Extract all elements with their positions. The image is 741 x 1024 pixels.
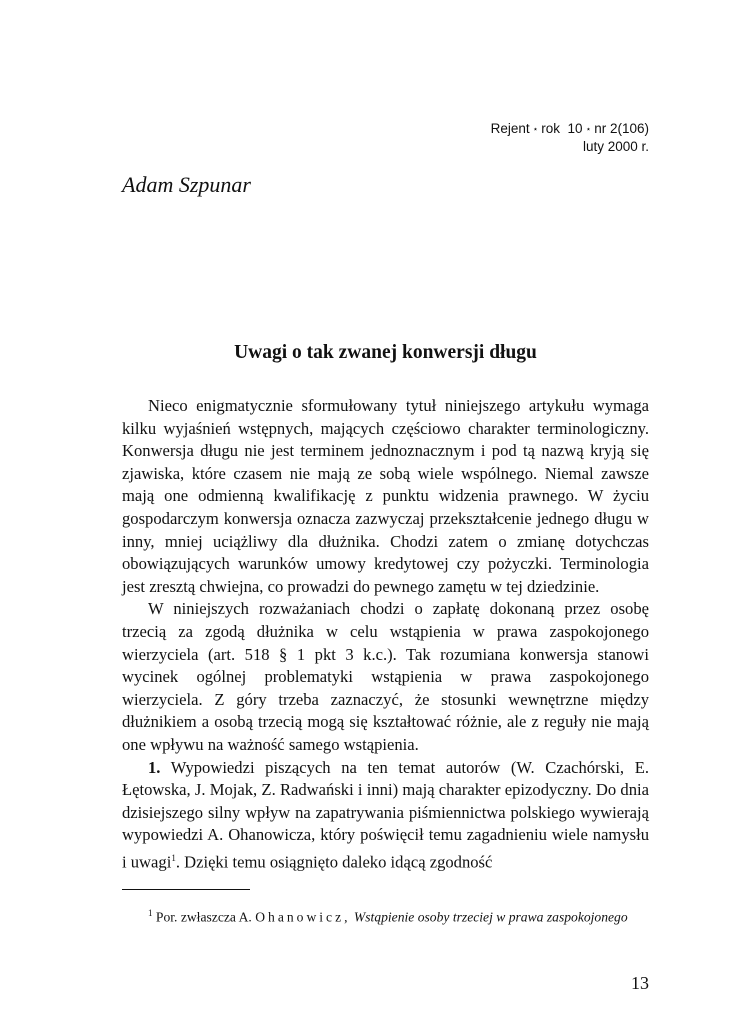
journal-name: Rejent xyxy=(490,121,530,136)
paragraph: Nieco enigmatycznie sformułowany tytuł niniejszego artykułu wymaga kilku wyjaśnień wstępnych, mających częściowo charakter terminologiczny. Konwersja długu nie jest terminem jednoznacznym i pod tą nazwą kryją się zjawiska, które czasem nie mają ze sobą wiele wspólnego. Niemal zawsze mają one odmienną kwalifikację z punktu widzenia prawnego. W życiu gospodarczym konwersja oznacza zazwyczaj przekształcenie jednego długu w inny, mniej uciążliwy dla dłużnika. Chodzi zatem o zmianę dotychczas obowiązujących warunków umowy kredytowej czy pożyczki. Terminologia jest zresztą chwiejna, co prowadzi do pewnego zamętu w tej dziedzinie. xyxy=(122,396,649,596)
section-number: 1. xyxy=(148,757,161,777)
rok-number: 10 xyxy=(567,121,583,136)
page-number: 13 xyxy=(631,973,649,993)
rok-label: rok xyxy=(541,121,561,136)
footnote-reference[interactable]: 1 xyxy=(171,852,176,863)
article-body xyxy=(122,395,649,874)
paragraph xyxy=(122,757,649,875)
issue-number: nr 2(106) xyxy=(594,121,649,136)
footnote-work-title: Wstąpienie osoby trzeciej w prawa zaspokojonego xyxy=(353,909,628,925)
separator-star: ⋆ xyxy=(585,124,592,134)
footnote-prefix: Por. zwłaszcza A. xyxy=(155,909,252,925)
footnote xyxy=(122,904,649,927)
paragraph-text-continued: . Dzięki temu osiągnięto daleko idącą zgodność xyxy=(175,852,493,872)
separator-star: ⋆ xyxy=(532,124,539,134)
paragraph-text: Wypowiedzi piszących na ten temat autorów (W. Czachórski, E. Łętowska, J. Mojak, Z. Radwański i inni) mają charakter epizodyczny. Do dnia dzisiejszego silny wpływ na zapatrywania piśmiennictwa polskiego wywierają wypowiedzi A. Ohanowicza, który poświęcił temu zagadnieniu wiele namysłu i uwagi xyxy=(122,757,649,872)
journal-header xyxy=(491,120,649,156)
journal-issue-line xyxy=(491,120,649,138)
footnote-marker: 1 xyxy=(148,908,153,918)
article-title: Uwagi o tak zwanej konwersji długu xyxy=(234,342,537,363)
footnote-divider xyxy=(122,889,250,890)
article-author: Adam Szpunar xyxy=(122,172,251,197)
paragraph: W niniejszych rozważaniach chodzi o zapłatę dokonaną przez osobę trzecią za zgodą dłużnika w celu wstąpienia w prawa zaspokojonego wierzyciela (art. 518 § 1 pkt 3 k.c.). Tak rozumiana konwersja stanowi wycinek ogólnej problematyki wstąpienia w prawa zaspokojonego wierzyciela. Z góry trzeba zaznaczyć, że stosunki wewnętrzne między dłużnikiem a osobą trzecią mogą się kształtować różnie, ale z reguły nie mają one wpływu na ważność samego wstąpienia. xyxy=(122,599,649,754)
footnote-author: Ohanowicz, xyxy=(255,909,351,925)
issue-date: luty 2000 r. xyxy=(582,139,649,154)
